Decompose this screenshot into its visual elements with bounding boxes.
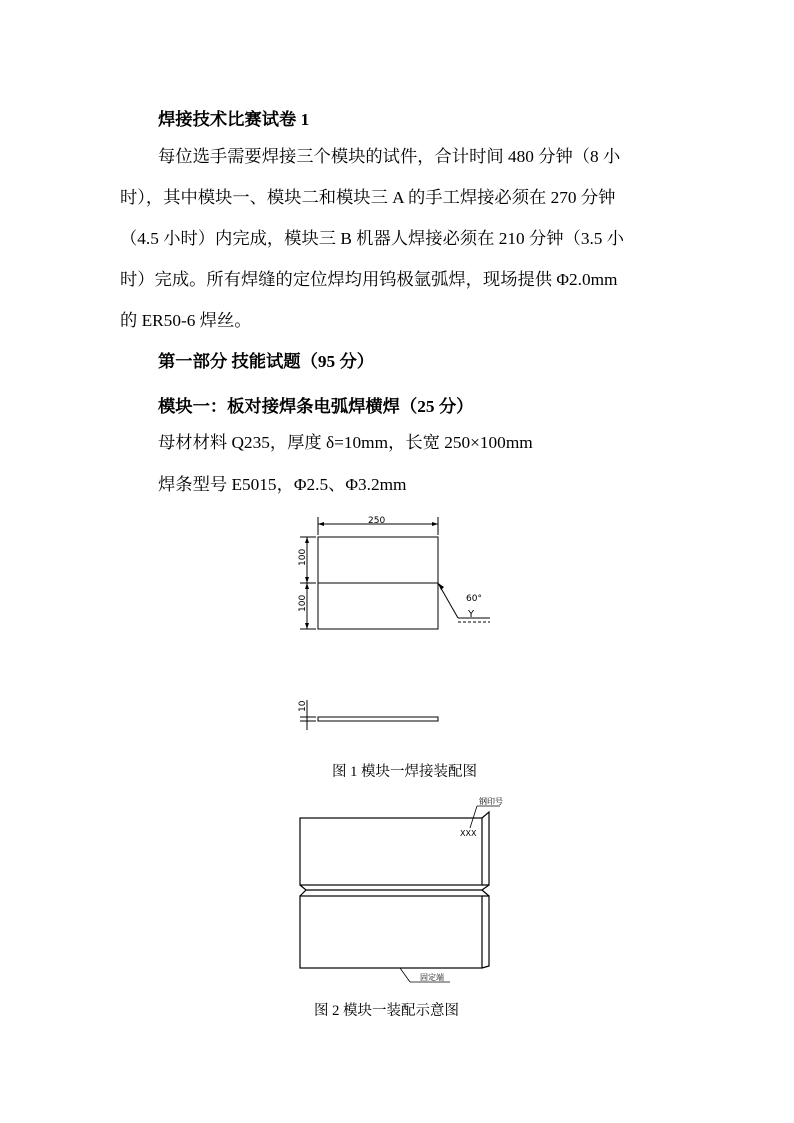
figure1-weld-symbol: Y [468, 609, 475, 620]
module1-electrode: 焊条型号 E5015，Φ2.5、Φ3.2mm [158, 475, 407, 494]
intro-line-3: （4.5 小时）内完成，模块三 B 机器人焊接必须在 210 分钟（3.5 小 [120, 229, 625, 248]
figure2-upper-plate [300, 818, 482, 885]
figure2-lower-plate [300, 896, 482, 968]
intro-line-4: 时）完成。所有焊缝的定位焊均用钨极氩弧焊，现场提供 Φ2.0mm [120, 270, 618, 289]
intro-line-5: 的 ER50-6 焊丝。 [120, 311, 252, 330]
figure2-stamp-text: XXX [460, 829, 477, 838]
part1-heading: 第一部分 技能试题（95 分） [158, 352, 375, 371]
figure2-label-stamp: 钢印号 [479, 797, 503, 806]
figure2-caption: 图 2 模块一装配示意图 [314, 1003, 459, 1019]
figure1-dim-thickness: 10 [298, 700, 308, 712]
figure2-label-fixed: 固定端 [420, 973, 444, 982]
intro-line-2: 时），其中模块一、模块二和模块三 A 的手工焊接必须在 270 分钟 [120, 188, 616, 207]
figure1-caption: 图 1 模块一焊接装配图 [332, 764, 477, 780]
figure1-dim-width: 250 [368, 516, 386, 526]
figure1-groove-angle: 60° [466, 594, 482, 604]
figure1-dim-height-top: 100 [298, 548, 308, 566]
module1-heading: 模块一：板对接焊条电弧焊横焊（25 分） [158, 397, 474, 416]
intro-line-1: 每位选手需要焊接三个模块的试件，合计时间 480 分钟（8 小 [158, 147, 621, 166]
figure1-dim-height-bottom: 100 [298, 594, 308, 612]
document-title: 焊接技术比赛试卷 1 [158, 110, 310, 129]
module1-material: 母材材料 Q235，厚度 δ=10mm，长宽 250×100mm [158, 433, 533, 452]
